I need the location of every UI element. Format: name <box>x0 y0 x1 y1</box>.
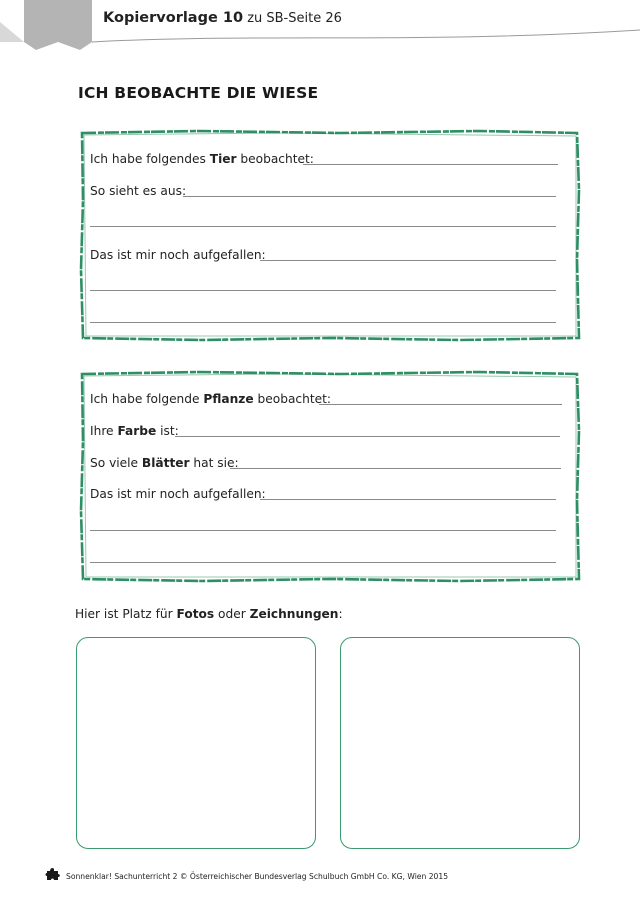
animal-notes-line-3[interactable] <box>90 322 556 323</box>
footer-copyright: Sonnenklar! Sachunterricht 2 © Österreichischer Bundesverlag Schulbuch GmbH Co. KG, Wien 2015 <box>66 872 449 881</box>
plant-notes-line-3[interactable] <box>90 562 556 563</box>
header-title <box>103 10 342 26</box>
plant-row <box>90 392 331 406</box>
puzzle-icon <box>44 866 62 882</box>
animal-observation-box <box>80 130 580 341</box>
header-divider <box>0 0 640 60</box>
animal-notes-line-1[interactable] <box>260 260 556 261</box>
animal-answer-line[interactable] <box>303 164 558 165</box>
color-prompt: Ihre Farbe ist: <box>90 424 179 438</box>
plant-notes-line-1[interactable] <box>260 499 556 500</box>
plant-observation-box <box>80 371 580 582</box>
plant-notes-line-2[interactable] <box>90 530 556 531</box>
animal-notes-prompt: Das ist mir noch aufgefallen: <box>90 248 266 262</box>
plant-notes-prompt: Das ist mir noch aufgefallen: <box>90 487 266 501</box>
color-row <box>90 424 179 438</box>
leaves-row <box>90 456 239 470</box>
worksheet-title: ICH BEOBACHTE DIE WIESE <box>78 84 319 102</box>
plant-notes-row <box>90 487 266 501</box>
photo-box-left[interactable] <box>76 637 316 849</box>
template-label: Kopiervorlage 10 <box>103 10 244 26</box>
appearance-prompt: So sieht es aus: <box>90 184 187 198</box>
appearance-answer-line-2[interactable] <box>90 226 556 227</box>
plant-prompt: Ich habe folgende Pflanze beobachtet: <box>90 392 331 406</box>
appearance-answer-line[interactable] <box>183 196 556 197</box>
animal-notes-line-2[interactable] <box>90 290 556 291</box>
animal-notes-row <box>90 248 266 262</box>
color-answer-line[interactable] <box>175 436 560 437</box>
photos-caption: Hier ist Platz für Fotos oder Zeichnungen: <box>75 607 343 621</box>
appearance-row <box>90 184 186 198</box>
page-reference: zu SB-Seite 26 <box>247 11 342 26</box>
plant-answer-line[interactable] <box>319 404 562 405</box>
photo-box-right[interactable] <box>340 637 580 849</box>
leaves-answer-line[interactable] <box>230 468 561 469</box>
animal-row <box>90 152 314 166</box>
animal-prompt: Ich habe folgendes Tier beobachtet: <box>90 152 314 166</box>
leaves-prompt: So viele Blätter hat sie: <box>90 456 239 470</box>
